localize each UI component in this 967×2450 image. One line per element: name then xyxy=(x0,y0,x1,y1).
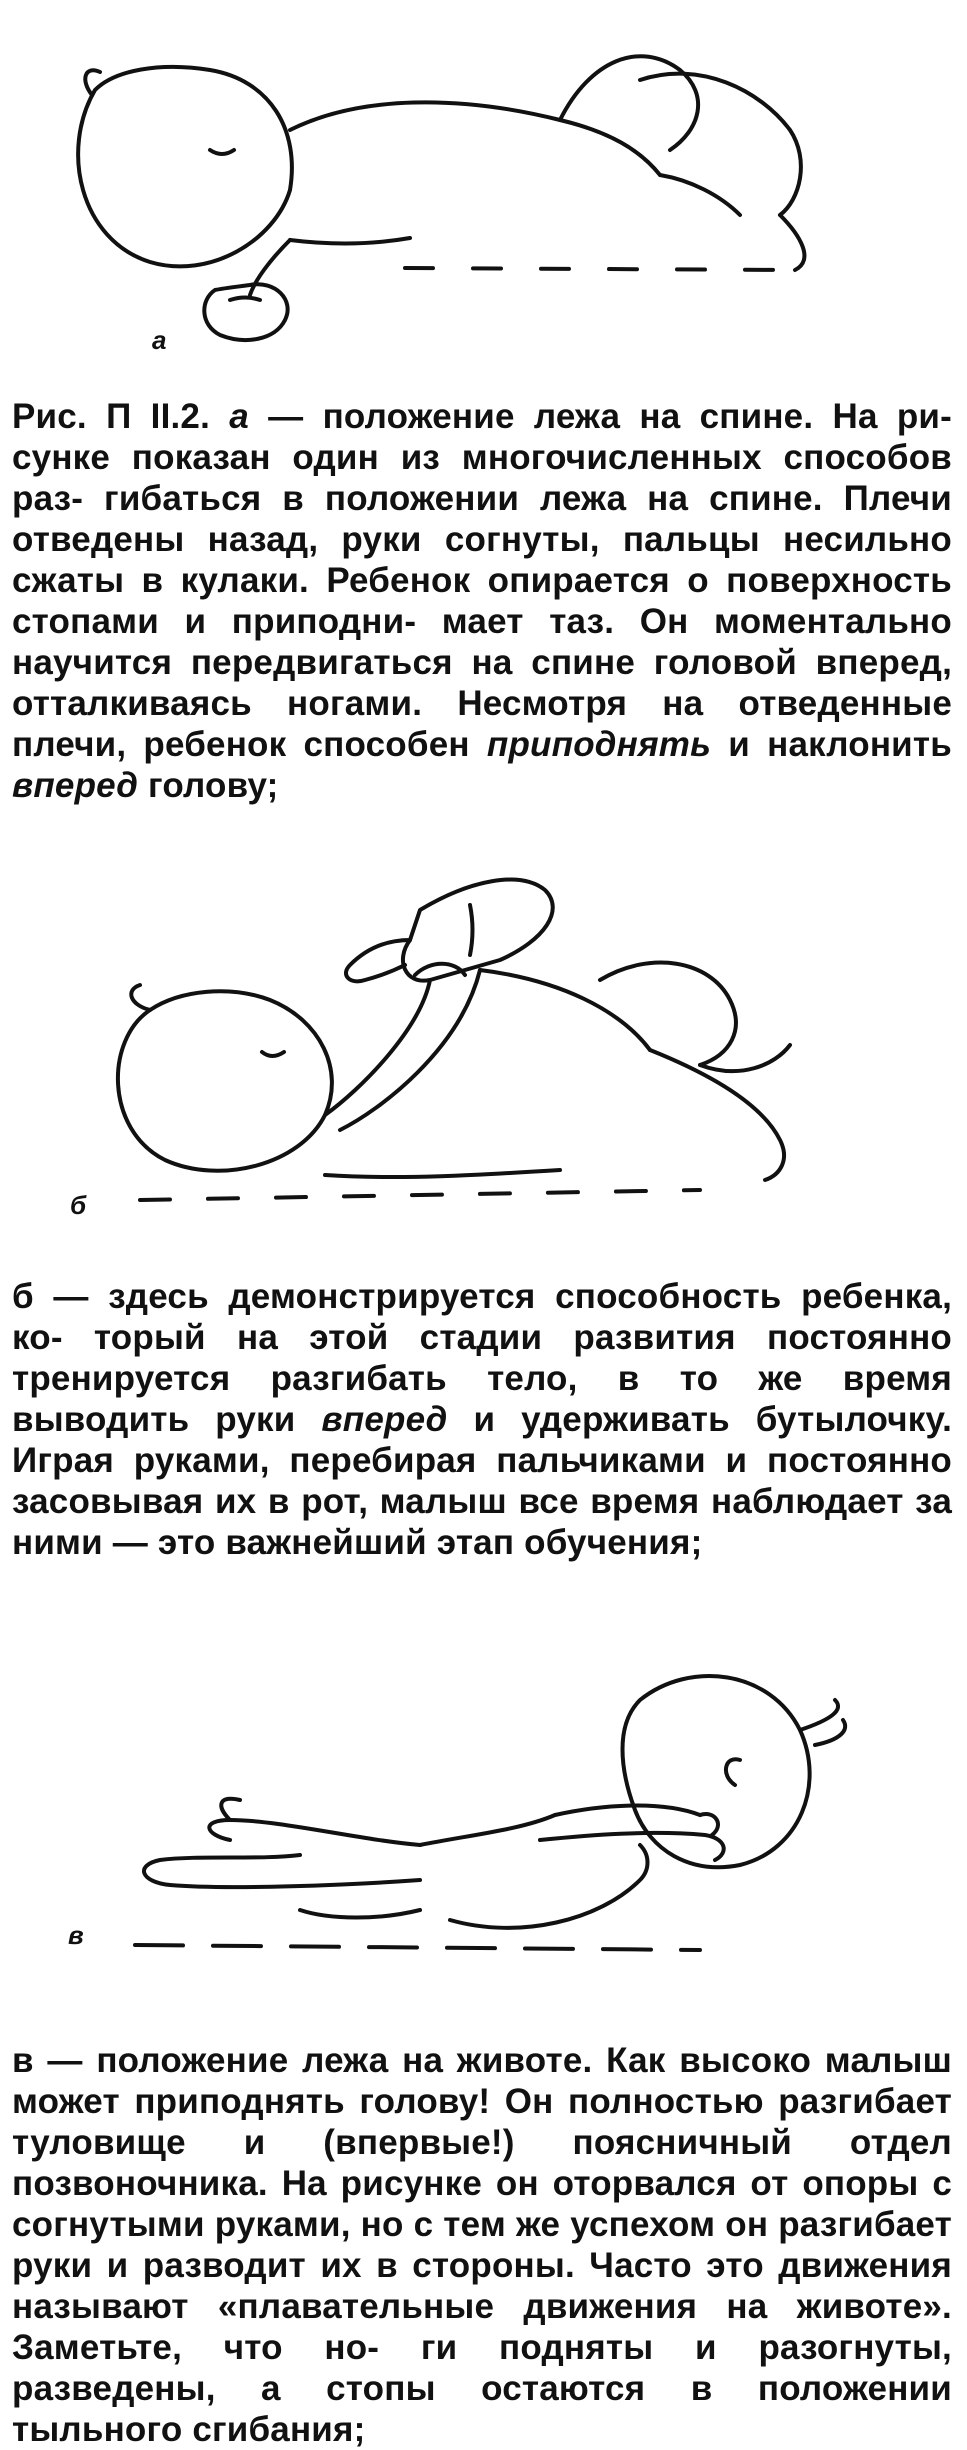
baby-head xyxy=(118,991,332,1170)
ground-line xyxy=(405,268,790,270)
baby-leg xyxy=(209,1820,420,1845)
baby-leg xyxy=(300,1910,420,1918)
baby-arm xyxy=(325,980,430,1115)
closed-eye xyxy=(262,1052,284,1056)
figure-a-label: а xyxy=(152,325,167,355)
baby-arm xyxy=(555,1806,700,1815)
hair-curl xyxy=(131,985,150,1010)
figure-a-illustration xyxy=(0,0,967,360)
figure-b-caption: б — здесь демонстрируется способность ребенка, ко- торый на этой стадии развития постоянно тренируется разгибать тело, в то же время выводить руки вперед и удерживать бутылочку. Играя руками, перебирая пальчиками и постоянно засовывая их в рот, малыш все время наблюдает за ними — это важнейший этап обучения; xyxy=(12,1277,952,1562)
baby-back xyxy=(290,238,410,244)
baby-body xyxy=(420,1815,555,1845)
baby-leg xyxy=(660,175,740,215)
baby-leg xyxy=(560,56,698,150)
ground-line xyxy=(140,1190,700,1200)
baby-leg xyxy=(640,74,801,215)
caption-letter: а xyxy=(229,397,249,436)
hair-curl xyxy=(800,1700,838,1730)
bottle-nipple xyxy=(346,940,410,981)
ear xyxy=(726,1759,740,1785)
baby-leg xyxy=(144,1855,420,1887)
baby-fist xyxy=(204,284,287,340)
baby-body xyxy=(290,102,660,175)
baby-body xyxy=(480,970,650,1050)
baby-hand xyxy=(700,1814,718,1835)
closed-eye xyxy=(210,150,234,154)
ground-line xyxy=(135,1945,700,1950)
emphasis: вперед xyxy=(321,1400,448,1439)
baby-back xyxy=(325,1170,560,1177)
emphasis: вперед xyxy=(12,766,139,805)
baby-foot xyxy=(221,1799,240,1820)
figure-b-illustration xyxy=(0,830,967,1250)
figure-c-caption: в — положение лежа на животе. Как высоко малыш может приподнять голову! Он полностью разгибает туловище и (впервые!) поясничный отдел позвоночника. На рисунке он оторвался от опоры с согнутыми руками, но с тем же успехом он разгибает руки и разводит их в стороны. Часто это движения называют «плавательные движения на животе». Заметьте, что но- ги подняты и разогнуты, разведены, а стопы остаются в положении тыльного сгибания; xyxy=(12,2041,952,2449)
baby-head xyxy=(78,67,292,266)
baby-arm xyxy=(340,970,480,1130)
emphasis: приподнять xyxy=(486,725,712,764)
baby-belly xyxy=(450,1845,648,1928)
figure-a-caption: Рис. П II.2. а — положение лежа на спине. На ри- сунке показан один из многочисленных способов раз- гибаться в положении лежа на спине. Плечи отведены назад, руки согнуты, пальцы несильно сжаты в кулаки. Ребенок опирается о поверхность стопами и приподни- мает таз. Он моментально научится передвигаться на спине головой вперед, отталкиваясь ногами. Несмотря на отведенные плечи, ребенок способен приподнять и наклонить вперед голову; xyxy=(12,397,952,805)
baby-leg xyxy=(600,963,736,1065)
baby-foot xyxy=(780,215,804,270)
baby-arm xyxy=(540,1833,724,1860)
figure-c-label: в xyxy=(68,1920,84,1950)
caption-lead: Рис. П II.2. xyxy=(12,397,211,436)
figure-c-illustration xyxy=(0,1620,967,2030)
figure-b-label: б xyxy=(70,1190,87,1220)
